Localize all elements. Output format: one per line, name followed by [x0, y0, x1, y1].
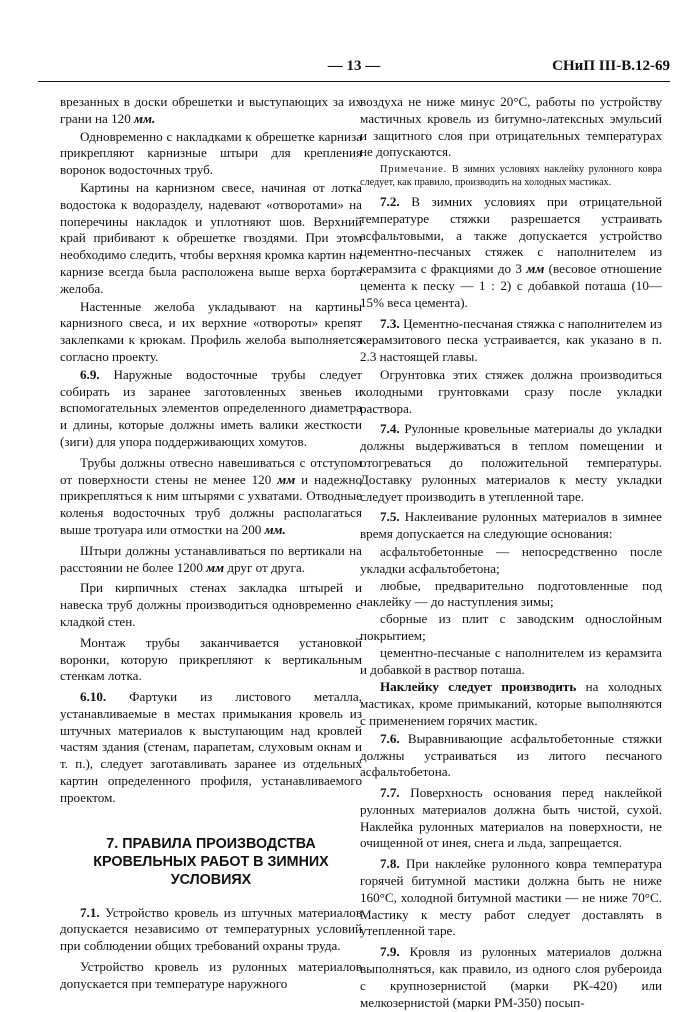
document-code: СНиП III-В.12-69: [552, 58, 670, 74]
paragraph-7-2: 7.2. В зимних условиях при отрицательной температуре стяжки разрешается устраивать асфальтовыми, а также допускается устройство цементно-песчаных стяжек с наполнителем из керамзита с фракциями до 3 мм (весовое отношение цемента к песку — 1 : 2) с добавкой поташа (10—15% веса цемента).: [360, 194, 662, 310]
right-column: [360, 94, 662, 1012]
list-item: асфальтобетонные — непосредственно после укладки асфальтобетона;: [360, 543, 662, 576]
note: Примечание. В зимних условиях наклейку рулонного ковра следует, как правило, производить на холодных мастиках.: [360, 164, 662, 188]
paragraph: Монтаж трубы заканчивается установкой воронки, которую прикрепляют к вертикальным стенкам лотка.: [60, 634, 362, 684]
paragraph-7-7: 7.7. Поверхность основания перед наклейкой рулонных материалов должна быть чистой, сухой. Наклейка рулонных материалов на поверхности, не очищенной от инея, снега и льда, запрещается.: [360, 785, 662, 851]
section-heading: 7. ПРАВИЛА ПРОИЗВОДСТВА КРОВЕЛЬНЫХ РАБОТ В ЗИМНИХ УСЛОВИЯХ: [93, 835, 329, 888]
list-item: цементно-песчаные с наполнителем из керамзита и добавкой в раствор поташа.: [360, 644, 662, 677]
paragraph: Огрунтовка этих стяжек должна производиться холодными грунтовками сразу после укладки раствора.: [360, 366, 662, 416]
list-item: любые, предварительно подготовленные под наклейку — до наступления зимы;: [360, 577, 662, 610]
paragraph-7-4: 7.4. Рулонные кровельные материалы до укладки должны выдерживаться в теплом помещении и отогреваться до положительной температуры. Доставку рулонных материалов к месту укладки следует производить в утепленной таре.: [360, 421, 662, 504]
left-column: [60, 94, 362, 994]
paragraph-6-10: 6.10. Фартуки из листового металла, устанавливаемые в местах примыкания кровель из штучных материалов к выступающим над кровлей частям здания (стенам, парапетам, слуховым окнам и т. п.), следует заготавливать заранее из отдельных картин определенного профиля, устанавливаемого проектом.: [60, 689, 362, 805]
paragraph: врезанных в доски обрешетки и выступающих за их грани на 120 мм.: [60, 94, 362, 126]
paragraph-7-8: 7.8. При наклейке рулонного ковра температура горячей битумной мастики должна быть не ниже 160°С, холодной битумной мастики — не ниже 70°С. Мастику к месту работ следует доставлять в утепленной таре.: [360, 856, 662, 939]
paragraph: воздуха не ниже минус 20°С, работы по устройству мастичных кровель из битумно-латексных эмульсий и защитного слоя при отрицательных температурах не допускаются.: [360, 94, 662, 160]
paragraph: При кирпичных стенах закладка штырей и навеска труб должны производиться одновременно с кладкой стен.: [60, 580, 362, 629]
header-rule: [38, 81, 670, 82]
paragraph: Одновременно с накладками к обрешетке карниза прикрепляют карнизные штыри для крепления воронок водосточных труб.: [60, 128, 362, 178]
paragraph: Штыри должны устанавливаться по вертикали на расстоянии не более 1200 мм друг от друга.: [60, 542, 362, 575]
page-header: [38, 58, 670, 80]
paragraph: Настенные желоба укладывают на картины карнизного свеса, и их верхние «отвороты» крепят заклепками к крюкам. Профиль желоба выполняется согласно проекту.: [60, 298, 362, 364]
paragraph: Устройство кровель из рулонных материалов допускается при температуре наружного: [60, 959, 362, 991]
paragraph-7-9: 7.9. Кровля из рулонных материалов должна выполняться, как правило, из одного слоя рубероида с крупнозернистой (марки РК-420) или мелкозернистой (марки РМ-350) посып-: [360, 944, 662, 1010]
paragraph-7-5: 7.5. Наклеивание рулонных материалов в зимнее время допускается на следующие основания:: [360, 509, 662, 542]
page-number: — 13 —: [327, 58, 381, 74]
list-item: сборные из плит с заводским однослойным покрытием;: [360, 611, 662, 643]
paragraph: Наклейку следует производить на холодных мастиках, кроме примыканий, которые выполняются с применением горячих мастик.: [360, 679, 662, 728]
paragraph: Картины на карнизном свесе, начиная от лотка водостока к водоразделу, надевают «отворотами» на поперечины накладок и уплотняют шов. Верхний край прибивают к обрешетке гвоздями. При этом необходимо следить, чтобы верхняя кромка картин на карнизе всегда была расположена выше верха борта желоба.: [60, 179, 362, 296]
paragraph: Трубы должны отвесно навешиваться с отступом от поверхности стены не менее 120 мм и надежно прикрепляться к ним штырями с ухватами. Отводные коленья водосточных труб должны располагаться выше тротуара или отмостки на 200 мм.: [60, 454, 363, 537]
paragraph-7-3: 7.3. Цементно-песчаная стяжка с наполнителем из керамзитового песка устраивается, как указано в п. 2.3 настоящей главы.: [360, 315, 662, 365]
paragraph-6-9: 6.9. Наружные водосточные трубы следует собирать из заранее заготовленных звеньев и вспомогательных элементов определенного диаметра и длины, которые должны иметь валики жесткости (зиги) для упора поддерживающих хомутов.: [60, 366, 362, 449]
paragraph-7-1: 7.1. Устройство кровель из штучных материалов допускается независимо от температурных условий при соблюдении общих требований охраны труда.: [60, 904, 362, 954]
paragraph-7-6: 7.6. Выравнивающие асфальтобетонные стяжки должны устраиваться из литого песчаного асфальтобетона.: [360, 730, 662, 780]
